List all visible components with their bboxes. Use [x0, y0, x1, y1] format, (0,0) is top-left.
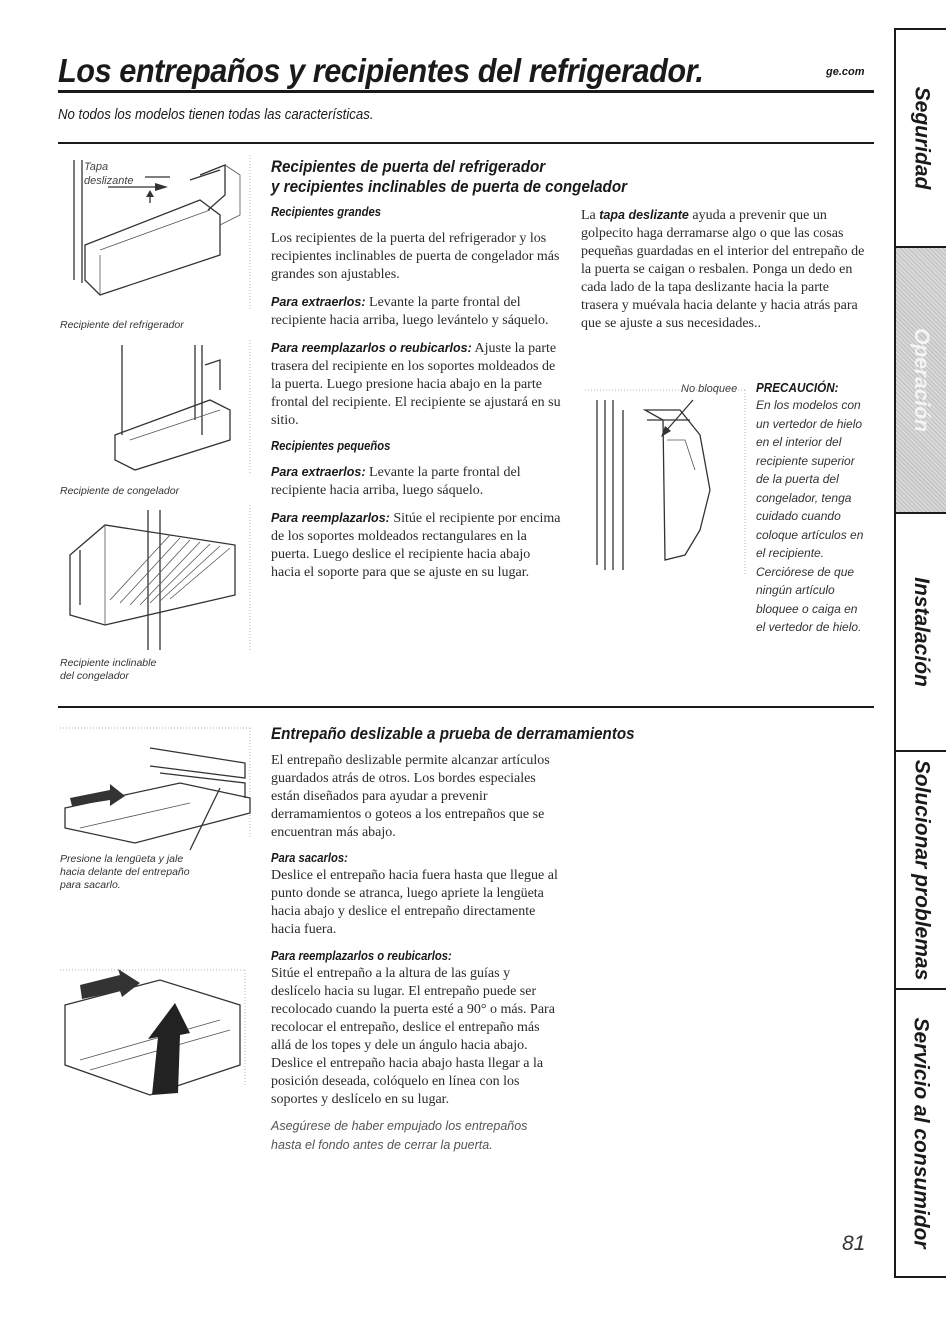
tab-seguridad[interactable]: Seguridad [910, 86, 933, 190]
replace-shelf-text: Sitúe el entrepaño a la altura de las guías y deslícelo hacia su lugar. El entrepaño puede ser recolocado cuando la puerta esté a 90° o más. Para recolocar el entrepaño, deslice el entrepaño más allá de los topes y dele un ángulo hacia abajo. Deslice el entrepaño hacia abajo hasta llegar a la posición deseada, colóquelo en línea con los soportes y deslícelo en su lugar. [271, 966, 555, 1107]
large-bins-text: Los recipientes de la puerta del refrigerador y los recipientes inclinables de puerta de congelador más grandes son ajustables. [271, 231, 560, 282]
tab-servicio-al-consumidor[interactable]: Servicio al consumidor [910, 1017, 934, 1249]
caution-text: En los modelos con un vertedor de hielo en el interior del recipiente superior de la puerta del congelador, tenga cuidado cuando coloque artículos en el recipiente. Cerciórese de que ningún artículo bloquee o caiga en el vertedor de hielo. [756, 398, 864, 634]
freezer-door-bin-illustration [60, 340, 260, 480]
page-title: Los entrepaños y recipientes del refrigerador. [58, 52, 704, 89]
header-rule [58, 90, 874, 93]
sliding-lid-text: La tapa deslizante ayuda a prevenir que un golpecito haga derramarse algo o que las cosas pequeñas guardadas en el interior del entrepaño de la puerta se caigan o resbalen. Ponga un dedo en cada lado de la tapa deslizante hacia la parte trasera y muévala hacia delante y hacia atrás para que se ajuste a sus necesidades.. [581, 208, 865, 331]
sliding-shelf-tab-illustration [60, 718, 260, 853]
caution-heading: PRECAUCIÓN: [756, 380, 839, 395]
section-heading-sliding-shelf: Entrepaño deslizable a prueba de derramamientos [271, 725, 635, 743]
caption-fridge-bin: Recipiente del refrigerador [60, 319, 184, 331]
subheading-replace-shelf: Para reemplazarlos o reubicarlos: [271, 949, 452, 963]
section-divider-middle [58, 706, 874, 708]
large-bins-remove: Para extraerlos: Levante la parte frontal del recipiente hacia arriba, luego levántelo y sáquelo. [271, 295, 549, 328]
small-bins-replace: Para reemplazarlos: Sitúe el recipiente por encima de los soportes moldeados rectangulares en la puerta. Luego deslice el recipiente hacia abajo hacia el soporte para que se ajuste en su lugar. [271, 511, 561, 580]
shelf-note: Asegúrese de haber empujado los entrepaños hasta el fondo antes de cerrar la puerta. [271, 1119, 528, 1152]
sliding-shelf-intro: El entrepaño deslizable permite alcanzar artículos guardados atrás de otros. Los bordes especiales están diseñados para ayudar a prevenir derramamientos o goteos a los entrepaños que se encuentran más abajo. [271, 753, 550, 840]
ice-chute-illustration [585, 380, 750, 580]
caption-freezer-bin: Recipiente de congelador [60, 485, 180, 497]
caption-sliding-shelf: Presione la lengüeta y jale hacia delante del entrepaño para sacarlo. [60, 853, 190, 891]
subheading-remove-shelf: Para sacarlos: [271, 851, 348, 865]
page-subtitle: No todos los modelos tienen todas las características. [58, 106, 374, 123]
remove-shelf-text: Deslice el entrepaño hacia fuera hasta que llegue al punto donde se atranca, luego apriete la lengüeta hacia abajo y deslice el entrepaño directamente hacia fuera. [271, 868, 558, 937]
page-number: 81 [842, 1232, 866, 1255]
side-tabs [894, 28, 946, 1278]
tab-instalacion[interactable]: Instalación [910, 577, 934, 687]
large-bins-replace: Para reemplazarlos o reubicarlos: Ajuste la parte trasera del recipiente en los soportes moldeados de la puerta. Luego presione hacia abajo en la parte frontal del recipiente. El recipiente se ajustará en su sitio. [271, 341, 561, 428]
fig-label-no-block: No bloquee [681, 383, 738, 395]
sliding-shelf-reinstall-illustration [60, 965, 260, 1105]
site-url[interactable]: ge.com [826, 66, 865, 78]
tab-solucionar-problemas[interactable]: Solucionar problemas [910, 759, 933, 981]
fig-label-sliding-lid: Tapa deslizante [84, 161, 134, 187]
caution-box [756, 380, 868, 637]
small-bins-remove: Para extraerlos: Levante la parte frontal del recipiente hacia arriba, luego sáquelo. [271, 465, 521, 498]
caption-tilt-bin: Recipiente inclinable del congelador [60, 657, 157, 682]
subheading-small-bins: Recipientes pequeños [271, 439, 391, 453]
subheading-large-bins: Recipientes grandes [271, 205, 382, 219]
tilt-freezer-bin-illustration [60, 505, 260, 655]
tab-operacion[interactable]: Operación [896, 248, 946, 512]
sliding-shelf-column [271, 752, 561, 1155]
section-divider-top [58, 142, 874, 144]
section-heading-door-bins: Recipientes de puerta del refrigerador y recipientes inclinables de puerta de congelador [271, 158, 627, 196]
door-bins-column-left [271, 205, 563, 582]
